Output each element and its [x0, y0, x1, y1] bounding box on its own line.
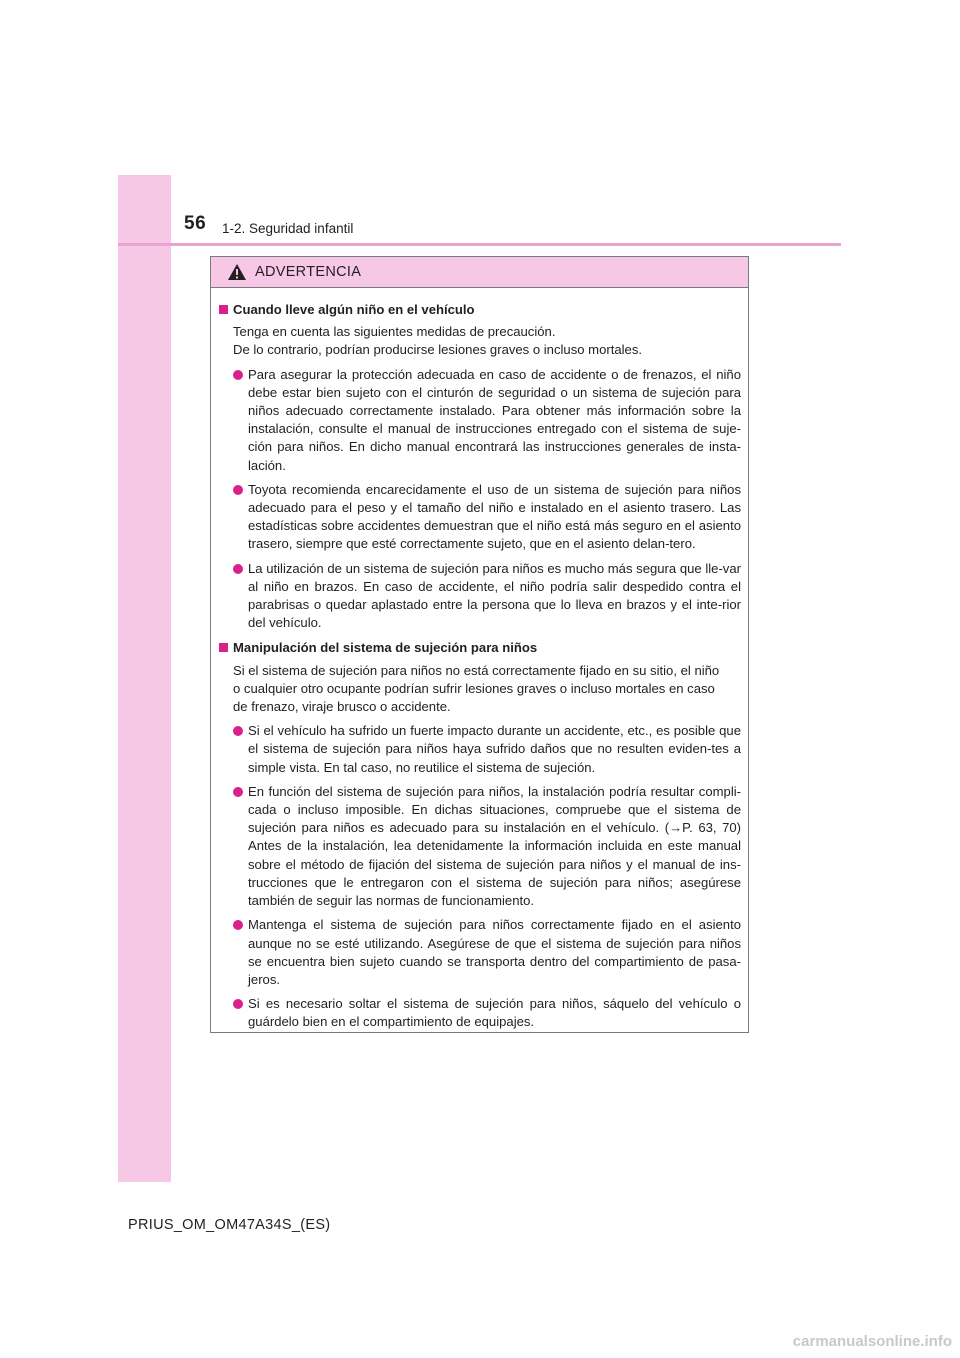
document-code: PRIUS_OM_OM47A34S_(ES) — [128, 1217, 331, 1233]
bullet-item — [218, 995, 741, 1031]
watermark: carmanualsonline.info — [792, 1333, 952, 1350]
header-divider — [118, 243, 841, 246]
circle-bullet-icon — [233, 920, 243, 930]
chapter-side-tab — [118, 175, 171, 1182]
warning-title: ADVERTENCIA — [255, 264, 362, 280]
bullet-item — [218, 916, 741, 989]
warning-triangle-icon — [227, 263, 247, 281]
bullet-text: Mantenga el sistema de sujeción para niños correctamente fijado en el asiento aunque no se esté utilizando. Asegúrese de que el sistema de sujeción para niños se encuentra bien sujeto cuando se transporta dentro del compartimiento de pasa-jeros. — [248, 917, 741, 987]
bullet-text: Si es necesario soltar el sistema de sujeción para niños, sáquelo del vehículo o guárdelo bien en el compartimiento de equipajes. — [248, 996, 741, 1030]
intro-line: Tenga en cuenta las siguientes medidas de precaución. — [233, 324, 556, 340]
page-number: 56 — [184, 213, 207, 234]
circle-bullet-icon — [233, 485, 243, 495]
square-bullet-icon — [219, 305, 228, 314]
circle-bullet-icon — [233, 370, 243, 380]
warning-box — [210, 256, 749, 1033]
intro-line: De lo contrario, podrían producirse lesiones graves o incluso mortales. — [233, 342, 643, 358]
circle-bullet-icon — [233, 564, 243, 574]
bullet-text: Para asegurar la protección adecuada en caso de accidente o de frenazos, el niño debe estar bien sujeto con el cinturón de seguridad o un sistema de sujeción para niños adecuado correctamente instalado. Para obtener más información sobre la instalación, consulte el manual de instrucciones entregado con el sistema de suje-ción para niños. En dicho manual encontrará las instrucciones generales de insta-lación. — [248, 366, 741, 473]
topic-heading — [218, 301, 741, 319]
topic-heading — [218, 639, 741, 657]
bullet-text: Toyota recomienda encarecidamente el uso de un sistema de sujeción para niños adecuado para el peso y el tamaño del niño e instalado en el asiento trasero. Las estadísticas sobre accidentes demuestran que el niño está más seguro en el asiento trasero, siempre que esté correctamente sujeto, que en el asiento delan-tero. — [248, 481, 741, 552]
bullet-text: Si el vehículo ha sufrido un fuerte impacto durante un accidente, etc., es posible que el sistema de sujeción para niños haya sufrido daños que no resulten eviden-tes a simple vista. En tal caso, no reutilice el sistema de sujeción. — [248, 723, 741, 775]
warning-body — [211, 288, 748, 1032]
circle-bullet-icon — [233, 726, 243, 736]
bullet-item — [218, 722, 741, 777]
topic-title: Cuando lleve algún niño en el vehículo — [233, 302, 475, 317]
circle-bullet-icon — [233, 787, 243, 797]
square-bullet-icon — [219, 643, 228, 652]
topic-title: Manipulación del sistema de sujeción para niños — [233, 640, 538, 656]
bullet-item — [218, 366, 741, 475]
warning-header — [211, 257, 748, 288]
bullet-text: En función del sistema de sujeción para niños, la instalación podría resultar compli-cada o incluso imposible. En dichas situaciones, compruebe que el sistema de sujeción para niños es adecuado para su instalación en el vehículo. (→P. 63, 70) Antes de la instalación, lea detenidamente la información incluida en este manual sobre el método de fijación del sistema de sujeción para niños y el manual de ins-trucciones que le entregaron con el sistema de sujeción para niños; asegúrese también de seguir las normas de funcionamiento. — [248, 783, 741, 909]
intro-line: o cualquier otro ocupante podrían sufrir lesiones graves o incluso mortales en caso — [233, 680, 715, 696]
topic-intro — [218, 323, 741, 359]
circle-bullet-icon — [233, 999, 243, 1009]
bullet-text: La utilización de un sistema de sujeción para niños es mucho más segura que lle-var al niño en brazos. En caso de accidente, el niño podría salir despedido contra el parabrisas o quedar aplastado entre la persona que lo lleva en brazos y el inte-rior del vehículo. — [248, 560, 741, 631]
section-title: 1-2. Seguridad infantil — [222, 221, 354, 236]
bullet-item — [218, 783, 741, 910]
intro-line: Si el sistema de sujeción para niños no está correctamente fijado en su sitio, el niño — [233, 662, 720, 678]
intro-line: de frenazo, viraje brusco o accidente. — [233, 699, 451, 715]
bullet-item — [218, 481, 741, 554]
bullet-item — [218, 560, 741, 633]
topic-intro — [218, 662, 741, 717]
